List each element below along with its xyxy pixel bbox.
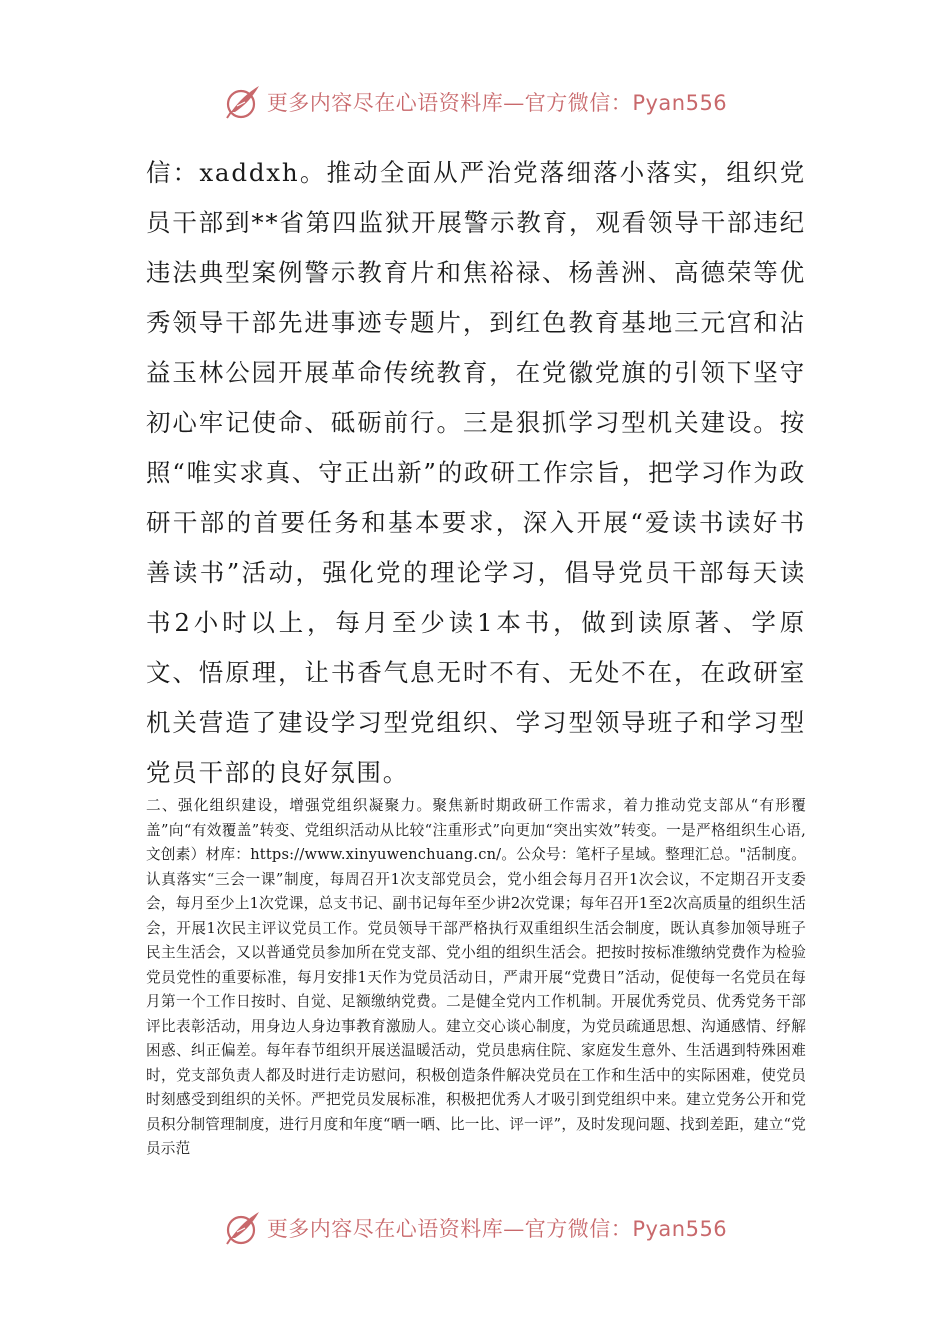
banner-text: 更多内容尽在心语资料库—官方微信： <box>266 91 633 115</box>
body-paragraph-small: 二、强化组织建设，增强党组织凝聚力。聚焦新时期政研工作需求，着力推动党支部从“有形覆盖”向“有效覆盖”转变、党组织活动从比较“注重形式”向更加“突出实效”转变。一是严格组织生心语,文创素）材库：https://www.xinyuwenchuang.cn/。公众号：笔杆子星域。整理汇总。"活制度。认真落实“三会一课”制度，每周召开1次支部党员会，党小组会每月召开1次会议，不定期召开支委会，每月至少上1次党课，总支书记、副书记每年至少讲2次党课；每年召开1至2次高质量的组织生活会，开展1次民主评议党员工作。党员领导干部严格执行双重组织生活会制度，既认真参加领导班子民主生活会，又以普通党员参加所在党支部、党小组的组织生活会。把按时按标准缴纳党费作为检验党员党性的重要标准，每月安排1天作为党员活动日，严肃开展“党费日”活动，促使每一名党员在每月第一个工作日按时、自觉、足额缴纳党费。二是健全党内工作机制。开展优秀党员、优秀党务干部评比表彰活动，用身边人身边事教育激励人。建立交心谈心制度，为党员疏通思想、沟通感情、纾解困惑、纠正偏差。每年春节组织开展送温暖活动，党员患病住院、家庭发生意外、生活遇到特殊困难时，党支部负责人都及时进行走访慰问，积极创造条件解决党员在工作和生活中的实际困难，使党员时刻感受到组织的关怀。严把党员发展标准，积极把优秀人才吸引到党组织中来。建立党务公开和党员积分制管理制度，进行月度和年度“晒一晒、比一比、评一评”，及时发现问题、找到差距，建立“党员示范 <box>146 797 806 1157</box>
banner-text: 更多内容尽在心语资料库—官方微信： <box>266 1217 633 1241</box>
body-paragraph-large: 信：xaddxh。推动全面从严治党落细落小落实，组织党员干部到**省第四监狱开展警示教育，观看领导干部违纪违法典型案例警示教育片和焦裕禄、杨善洲、高德荣等优秀领导干部先进事迹专题片，到红色教育基地三元宫和沾益玉林公园开展革命传统教育，在党徽党旗的引领下坚守初心牢记使命、砥砺前行。三是狠抓学习型机关建设。按照“唯实求真、守正出新”的政研工作宗旨，把学习作为政研干部的首要任务和基本要求，深入开展“爱读书读好书善读书”活动，强化党的理论学习，倡导党员干部每天读书2小时以上，每月至少读1本书，做到读原著、学原文、悟原理，让书香气息无时不有、无处不在，在政研室机关营造了建设学习型党组织、学习型领导班子和学习型党员干部的良好氛围。 <box>146 158 806 787</box>
feather-quill-logo-icon <box>223 1208 263 1248</box>
feather-quill-logo-icon <box>223 82 263 122</box>
banner-handle: Pyan556 <box>632 1217 728 1241</box>
header-banner <box>0 82 950 122</box>
footer-banner <box>0 1208 950 1248</box>
banner-handle: Pyan556 <box>632 91 728 115</box>
